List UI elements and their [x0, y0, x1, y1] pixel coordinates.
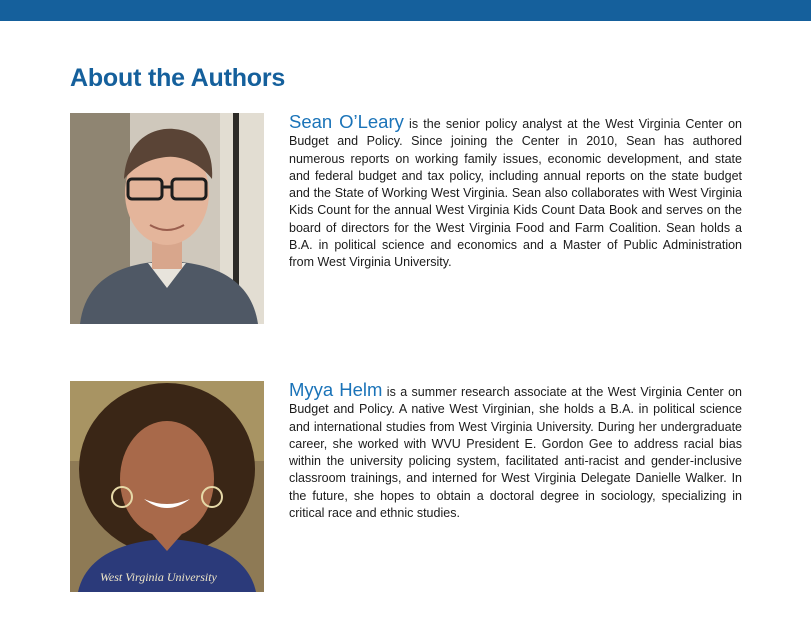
- author-photo: [70, 381, 264, 592]
- page-title: About the Authors: [70, 64, 286, 92]
- author-photo: [70, 113, 264, 324]
- shirt-logo-text: West Virginia University: [100, 570, 217, 584]
- author-bio-text: is the senior policy analyst at the West Virginia Center on Budget and Policy. Since joining the Center in 2010, Sean has authored numerous reports on working family issues, economic development, and state and federal budget and tax policy, including annual reports on the state budget and the State of Working West Virginia. Sean also collaborates with West Virginia Kids Count for the annual West Virginia Kids Count Data Book and serves on the board of directors for the West Virginia Food and Farm Coalition. Sean holds a B.A. in political science and economics and a Master of Public Administration from West Virginia University.: [289, 117, 742, 270]
- author-bio: [289, 113, 742, 272]
- author-bio-text: is a summer research associate at the West Virginia Center on Budget and Policy. A native West Virginian, she holds a B.A. in political science and international studies from West Virginia University. During her undergraduate career, she worked with WVU President E. Gordon Gee to address racial bias within the university policing system, facilitated anti-racist and gender-inclusive classroom trainings, and interned for West Virginia Delegate Danielle Walker. In the future, she hopes to obtain a doctoral degree in sociology, specializing in critical race and ethnic studies.: [289, 385, 742, 521]
- author-name: Sean O’Leary: [289, 111, 404, 132]
- author-name: Myya Helm: [289, 379, 383, 400]
- author-bio: [289, 381, 742, 522]
- header-band: [0, 0, 811, 21]
